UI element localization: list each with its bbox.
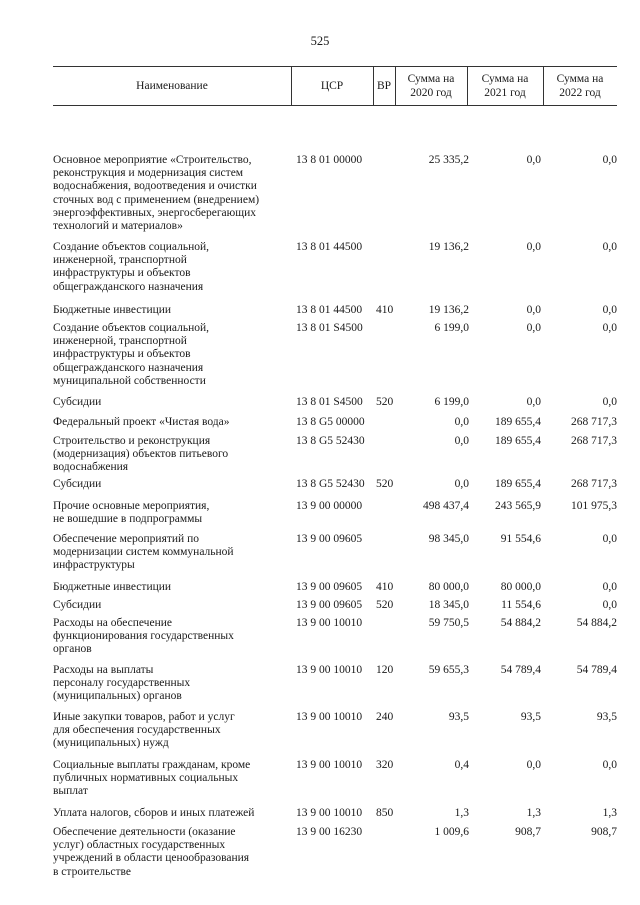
row-csr: 13 9 00 09605 [296,533,363,545]
row-name-line: инженерной, транспортной [53,254,187,267]
row-vr: 850 [376,807,394,819]
row-sum-2022: 0,0 [602,322,617,334]
row-sum-2022: 0,0 [602,304,617,316]
row-vr: 320 [376,759,394,771]
row-name-line: (модернизация) объектов питьевого [53,448,229,461]
table-header [53,66,617,106]
row-name-line: Основное мероприятие «Строительство, [53,154,252,166]
row-name [53,617,293,657]
row-sum-2022: 54 884,2 [576,617,617,629]
row-vr: 120 [376,664,394,676]
row-name [53,711,293,751]
row-sum-2022: 0,0 [602,241,617,253]
row-sum-2020: 6 199,0 [434,322,469,334]
budget-table [53,66,617,878]
row-name-line: для обеспечения государственных [53,724,221,737]
row-name-line: технологий и материалов» [53,220,183,233]
row-sum-2020: 0,0 [454,478,469,490]
row-sum-2020: 1 009,6 [434,826,469,838]
row-name-line: модернизации систем коммунальной [53,546,234,559]
row-name-line: водоснабжения, водоотведения и очистки [53,180,257,193]
row-name [53,241,293,294]
row-name-line: сточных вод с применением (внедрением) [53,193,260,206]
row-name-line: Обеспечение мероприятий по [53,533,199,545]
row-sum-2022: 0,0 [602,759,617,771]
row-sum-2020: 0,0 [454,416,469,428]
row-name [53,664,293,704]
row-csr: 13 9 00 16230 [296,826,363,838]
row-csr: 13 9 00 09605 [296,599,363,611]
row-name-line: (муниципальных) нужд [53,737,169,750]
row-sum-2021: 93,5 [520,711,541,723]
row-name-line: Расходы на обеспечение [53,617,172,629]
row-sum-2021: 0,0 [526,154,541,166]
row-sum-2022: 908,7 [591,826,617,838]
row-name-line: энергоэффективных, энергосберегающих [53,206,256,219]
header-vr: ВР [376,80,392,92]
row-csr: 13 9 00 10010 [296,711,363,723]
row-sum-2022: 54 789,4 [576,664,617,676]
row-sum-2021: 1,3 [526,807,541,819]
row-sum-2021: 11 554,6 [501,599,541,611]
row-sum-2020: 98 345,0 [428,533,469,545]
row-name-line: водоснабжения [53,461,129,474]
row-name-line: Социальные выплаты гражданам, кроме [53,759,251,771]
row-name-line: Иные закупки товаров, работ и услуг [53,711,235,723]
row-sum-2021: 0,0 [526,241,541,253]
row-sum-2021: 243 565,9 [495,500,541,512]
row-sum-2022: 268 717,3 [571,435,617,447]
row-name-line: Бюджетные инвестиции [53,581,172,593]
row-name-line: общегражданского назначения [53,280,204,293]
row-sum-2021: 91 554,6 [500,533,541,545]
row-csr: 13 8 01 S4500 [296,396,363,408]
row-name [53,154,293,233]
row-csr: 13 8 01 00000 [296,154,363,166]
row-name-line: инфраструктуры [53,559,135,572]
header-sum-2021: Сумма на 2021 год [481,73,529,99]
row-name [53,396,293,409]
row-vr: 520 [376,599,394,611]
row-name [53,416,293,429]
row-name [53,478,293,491]
row-sum-2022: 0,0 [602,533,617,545]
row-sum-2020: 18 345,0 [428,599,469,611]
row-csr: 13 8 G5 52430 [296,478,365,490]
row-sum-2020: 59 655,3 [428,664,469,676]
row-name-line: Создание объектов социальной, [53,322,210,334]
row-name [53,533,293,573]
row-name [53,826,293,879]
row-sum-2022: 268 717,3 [571,478,617,490]
row-name-line: Обеспечение деятельности (оказание [53,826,236,838]
row-sum-2020: 19 136,2 [428,241,469,253]
row-name-line: реконструкция и модернизация систем [53,167,244,180]
row-name-line: инженерной, транспортной [53,335,187,348]
row-name [53,304,293,317]
row-sum-2020: 0,0 [454,435,469,447]
row-sum-2022: 0,0 [602,154,617,166]
row-sum-2021: 54 884,2 [500,617,541,629]
row-csr: 13 9 00 10010 [296,664,363,676]
row-name [53,599,293,612]
row-name-line: инфраструктуры и объектов [53,267,191,280]
row-name [53,581,293,594]
row-sum-2020: 80 000,0 [428,581,469,593]
row-sum-2021: 80 000,0 [500,581,541,593]
row-vr: 410 [376,304,394,316]
row-csr: 13 8 01 44500 [296,304,363,316]
row-sum-2021: 0,0 [526,759,541,771]
row-csr: 13 8 G5 00000 [296,416,365,428]
row-csr: 13 8 G5 52430 [296,435,365,447]
page-number: 525 [310,34,330,48]
row-name-line: Федеральный проект «Чистая вода» [53,416,230,428]
row-sum-2022: 0,0 [602,396,617,408]
row-sum-2021: 0,0 [526,322,541,334]
row-name-line: в строительстве [53,865,131,878]
row-name [53,807,293,820]
header-name: Наименование [136,80,208,92]
row-sum-2021: 189 655,4 [495,478,541,490]
row-name-line: Уплата налогов, сборов и иных платежей [53,807,255,819]
header-sum-2022: Сумма на 2022 год [556,73,604,99]
row-csr: 13 9 00 10010 [296,759,363,771]
row-name-line: Создание объектов социальной, [53,241,210,253]
row-sum-2021: 189 655,4 [495,416,541,428]
row-sum-2021: 0,0 [526,396,541,408]
row-name-line: публичных нормативных социальных [53,772,239,785]
row-vr: 520 [376,396,394,408]
row-name-line: Субсидии [53,396,102,408]
row-sum-2020: 6 199,0 [434,396,469,408]
row-sum-2022: 1,3 [602,807,617,819]
row-name-line: не вошедшие в подпрограммы [53,513,203,526]
row-sum-2020: 25 335,2 [428,154,469,166]
row-vr: 410 [376,581,394,593]
row-name-line: Расходы на выплаты [53,664,154,676]
row-name-line: общегражданского назначения [53,361,204,374]
row-csr: 13 9 00 10010 [296,807,363,819]
row-name-line: муниципальной собственности [53,374,206,387]
row-name [53,322,293,388]
row-sum-2021: 0,0 [526,304,541,316]
row-sum-2020: 59 750,5 [428,617,469,629]
row-name [53,759,293,799]
row-vr: 240 [376,711,394,723]
row-sum-2020: 93,5 [448,711,469,723]
row-sum-2020: 1,3 [454,807,469,819]
row-sum-2022: 101 975,3 [571,500,617,512]
row-csr: 13 8 01 44500 [296,241,363,253]
row-name-line: Строительство и реконструкция [53,435,211,447]
row-name-line: Бюджетные инвестиции [53,304,172,316]
header-sum-2020: Сумма на 2020 год [407,73,455,99]
row-name-line: инфраструктуры и объектов [53,348,191,361]
row-name-line: Субсидии [53,478,102,490]
row-sum-2021: 189 655,4 [495,435,541,447]
row-sum-2021: 54 789,4 [500,664,541,676]
row-name-line: органов [53,643,92,656]
row-sum-2021: 908,7 [515,826,541,838]
row-sum-2020: 19 136,2 [428,304,469,316]
row-name-line: функционирования государственных [53,630,234,643]
row-sum-2022: 0,0 [602,599,617,611]
row-name-line: (муниципальных) органов [53,690,182,703]
row-name-line: персоналу государственных [53,677,191,690]
row-sum-2022: 93,5 [596,711,617,723]
row-sum-2020: 498 437,4 [423,500,469,512]
row-name-line: выплат [53,785,88,798]
row-csr: 13 9 00 09605 [296,581,363,593]
row-csr: 13 9 00 00000 [296,500,363,512]
row-name [53,500,293,526]
row-name-line: услуг) областных государственных [53,839,226,852]
row-name-line: учреждений в области ценообразования [53,852,250,865]
row-vr: 520 [376,478,394,490]
row-csr: 13 9 00 10010 [296,617,363,629]
row-sum-2022: 0,0 [602,581,617,593]
row-name-line: Субсидии [53,599,102,611]
header-csr: ЦСР [320,80,344,92]
row-name [53,435,293,475]
row-sum-2020: 0,4 [454,759,469,771]
row-csr: 13 8 01 S4500 [296,322,363,334]
row-sum-2022: 268 717,3 [571,416,617,428]
row-name-line: Прочие основные мероприятия, [53,500,210,512]
